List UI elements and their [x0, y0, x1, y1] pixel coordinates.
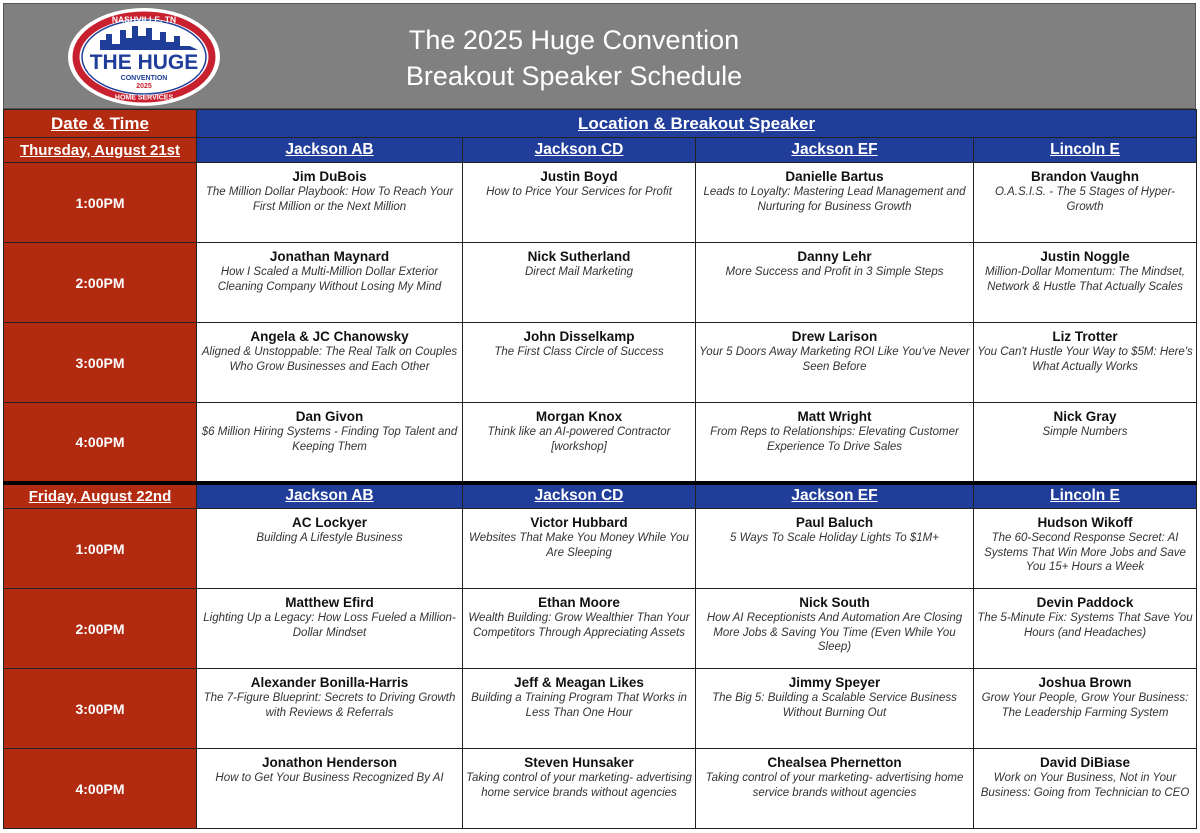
talk-title: Simple Numbers: [1042, 426, 1128, 438]
speaker-name: Jeff & Meagan Likes: [514, 675, 644, 690]
talk-title: Building A Lifestyle Business: [256, 532, 403, 544]
speaker-name: AC Lockyer: [291, 515, 368, 530]
session-cell: [463, 323, 696, 403]
schedule-table: [3, 109, 1197, 829]
talk-title: Work on Your Business, Not in Your Business: Going from Technician to CEO: [980, 772, 1190, 799]
talk-title: Your 5 Doors Away Marketing ROI Like You've Never Seen Before: [699, 346, 970, 373]
talk-title: From Reps to Relationships: Elevating Customer Experience To Drive Sales: [710, 426, 959, 453]
time-label: 3:00PM: [4, 669, 197, 749]
talk-title: The Big 5: Building a Scalable Service Business Without Burning Out: [712, 692, 957, 719]
location-speaker-header: Location & Breakout Speaker: [197, 110, 1197, 138]
talk-title: How I Scaled a Multi-Million Dollar Exterior Cleaning Company Without Losing My Mind: [217, 266, 442, 293]
session-cell: [463, 589, 696, 669]
session-cell: [974, 509, 1197, 589]
speaker-name: Nick Sutherland: [527, 249, 631, 264]
session-cell: [696, 163, 974, 243]
day-header-row: [4, 483, 1197, 509]
session-cell: [696, 509, 974, 589]
speaker-name: Liz Trotter: [1052, 329, 1118, 344]
time-slot-row: [4, 669, 1197, 749]
speaker-name: Justin Noggle: [1040, 249, 1130, 264]
talk-title: The Million Dollar Playbook: How To Reach Your First Million or the Next Million: [205, 186, 454, 213]
page-title: [404, 22, 744, 94]
convention-logo: [66, 6, 222, 108]
day-label: Friday, August 22nd: [4, 483, 197, 509]
speaker-name: Chealsea Phernetton: [767, 755, 902, 770]
talk-title: Leads to Loyalty: Mastering Lead Management and Nurturing for Business Growth: [703, 186, 966, 213]
room-header: Lincoln E: [974, 483, 1197, 509]
room-header: Lincoln E: [974, 138, 1197, 163]
speaker-name: Jonathan Maynard: [269, 249, 390, 264]
session-cell: [463, 669, 696, 749]
session-cell: [463, 243, 696, 323]
speaker-name: Jonathon Henderson: [261, 755, 397, 770]
speaker-name: Nick Gray: [1053, 409, 1117, 424]
time-label: 4:00PM: [4, 749, 197, 829]
session-cell: [197, 243, 463, 323]
speaker-name: Matthew Efird: [285, 595, 374, 610]
session-cell: [696, 243, 974, 323]
speaker-name: Victor Hubbard: [530, 515, 628, 530]
speaker-name: Hudson Wikoff: [1037, 515, 1133, 530]
logo-top-text: NASHVILLE, TN: [111, 14, 177, 25]
talk-title: More Success and Profit in 3 Simple Steps: [725, 266, 944, 278]
session-cell: [463, 749, 696, 829]
session-cell: [696, 669, 974, 749]
talk-title: The 7-Figure Blueprint: Secrets to Driving Growth with Reviews & Referrals: [203, 692, 456, 719]
session-cell: [197, 163, 463, 243]
speaker-name: Joshua Brown: [1038, 675, 1132, 690]
session-cell: [974, 669, 1197, 749]
speaker-name: Steven Hunsaker: [524, 755, 634, 770]
speaker-name: Devin Paddock: [1036, 595, 1134, 610]
speaker-name: Justin Boyd: [540, 169, 618, 184]
session-cell: [974, 243, 1197, 323]
talk-title: Grow Your People, Grow Your Business: The Leadership Farming System: [981, 692, 1189, 719]
talk-title: You Can't Hustle Your Way to $5M: Here's What Actually Works: [977, 346, 1193, 373]
talk-title: O.A.S.I.S. - The 5 Stages of Hyper-Growth: [994, 186, 1176, 213]
time-slot-row: [4, 749, 1197, 829]
session-cell: [197, 749, 463, 829]
talk-title: How to Get Your Business Recognized By AI: [215, 772, 444, 784]
session-cell: [974, 323, 1197, 403]
room-header: Jackson EF: [696, 483, 974, 509]
session-cell: [974, 749, 1197, 829]
room-header: Jackson EF: [696, 138, 974, 163]
session-cell: [463, 509, 696, 589]
speaker-name: Alexander Bonilla-Harris: [250, 675, 409, 690]
speaker-name: Danny Lehr: [797, 249, 872, 264]
time-slot-row: [4, 589, 1197, 669]
speaker-name: John Disselkamp: [523, 329, 635, 344]
talk-title: Taking control of your marketing- advertising home service brands without agencies: [705, 772, 964, 799]
time-slot-row: [4, 243, 1197, 323]
session-cell: [696, 749, 974, 829]
time-slot-row: [4, 509, 1197, 589]
session-cell: [974, 163, 1197, 243]
session-cell: [197, 589, 463, 669]
talk-title: Lighting Up a Legacy: How Loss Fueled a Million-Dollar Mindset: [203, 612, 456, 639]
talk-title: How AI Receptionists And Automation Are Closing More Jobs & Saving You Time (Even While You Sleep): [706, 612, 963, 653]
day-header-row: [4, 138, 1197, 163]
time-label: 4:00PM: [4, 403, 197, 483]
speaker-name: Jimmy Speyer: [788, 675, 881, 690]
room-header: Jackson CD: [463, 138, 696, 163]
session-cell: [463, 403, 696, 483]
talk-title: Aligned & Unstoppable: The Real Talk on Couples Who Grow Businesses and Each Other: [201, 346, 458, 373]
logo-sub-text: CONVENTION: [120, 75, 168, 82]
session-cell: [197, 509, 463, 589]
logo-year: 2025: [136, 83, 152, 90]
room-header: Jackson AB: [197, 483, 463, 509]
time-slot-row: [4, 323, 1197, 403]
logo-main-text: THE HUGE: [89, 51, 199, 74]
date-time-header: Date & Time: [4, 110, 197, 138]
speaker-name: Drew Larison: [791, 329, 878, 344]
speaker-name: Angela & JC Chanowsky: [250, 329, 409, 344]
speaker-name: Paul Baluch: [795, 515, 874, 530]
speaker-name: Dan Givon: [295, 409, 364, 424]
speaker-name: Brandon Vaughn: [1031, 169, 1139, 184]
room-header: Jackson CD: [463, 483, 696, 509]
talk-title: 5 Ways To Scale Holiday Lights To $1M+: [730, 532, 939, 544]
talk-title: Wealth Building: Grow Wealthier Than Your Competitors Through Appreciating Assets: [468, 612, 690, 639]
talk-title: Building a Training Program That Works in Less Than One Hour: [471, 692, 687, 719]
speaker-name: Danielle Bartus: [785, 169, 884, 184]
session-cell: [197, 669, 463, 749]
speaker-name: Ethan Moore: [538, 595, 620, 610]
talk-title: The 60-Second Response Secret: AI Systems That Win More Jobs and Save You 15+ Hours a Week: [984, 532, 1186, 573]
talk-title: The 5-Minute Fix: Systems That Save You Hours (and Headaches): [977, 612, 1193, 639]
talk-title: Websites That Make You Money While You Are Sleeping: [469, 532, 689, 559]
title-line-2: Breakout Speaker Schedule: [405, 61, 743, 91]
logo-bottom-text: HOME SERVICES: [114, 94, 174, 102]
speaker-name: Jim DuBois: [292, 169, 367, 184]
room-header: Jackson AB: [197, 138, 463, 163]
session-cell: [197, 323, 463, 403]
speaker-name: Morgan Knox: [535, 409, 623, 424]
talk-title: The First Class Circle of Success: [494, 346, 664, 358]
session-cell: [696, 403, 974, 483]
speaker-name: Matt Wright: [797, 409, 872, 424]
day-label: Thursday, August 21st: [4, 138, 197, 163]
time-label: 2:00PM: [4, 243, 197, 323]
header-banner: [3, 3, 1196, 109]
time-label: 1:00PM: [4, 509, 197, 589]
session-cell: [974, 589, 1197, 669]
session-cell: [974, 403, 1197, 483]
talk-title: Direct Mail Marketing: [525, 266, 633, 278]
title-line-1: The 2025 Huge Convention: [408, 25, 740, 55]
time-label: 1:00PM: [4, 163, 197, 243]
session-cell: [696, 323, 974, 403]
time-label: 3:00PM: [4, 323, 197, 403]
speaker-name: Nick South: [799, 595, 870, 610]
session-cell: [696, 589, 974, 669]
talk-title: Million-Dollar Momentum: The Mindset, Network & Hustle That Actually Scales: [984, 266, 1186, 293]
talk-title: How to Price Your Services for Profit: [486, 186, 672, 198]
time-slot-row: [4, 403, 1197, 483]
time-slot-row: [4, 163, 1197, 243]
table-header-row: [4, 110, 1197, 138]
talk-title: $6 Million Hiring Systems - Finding Top Talent and Keeping Them: [201, 426, 458, 453]
speaker-name: David DiBiase: [1039, 755, 1131, 770]
talk-title: Taking control of your marketing- advertising home service brands without agencies: [466, 772, 692, 799]
session-cell: [463, 163, 696, 243]
time-label: 2:00PM: [4, 589, 197, 669]
session-cell: [197, 403, 463, 483]
talk-title: Think like an AI-powered Contractor [workshop]: [487, 426, 671, 453]
